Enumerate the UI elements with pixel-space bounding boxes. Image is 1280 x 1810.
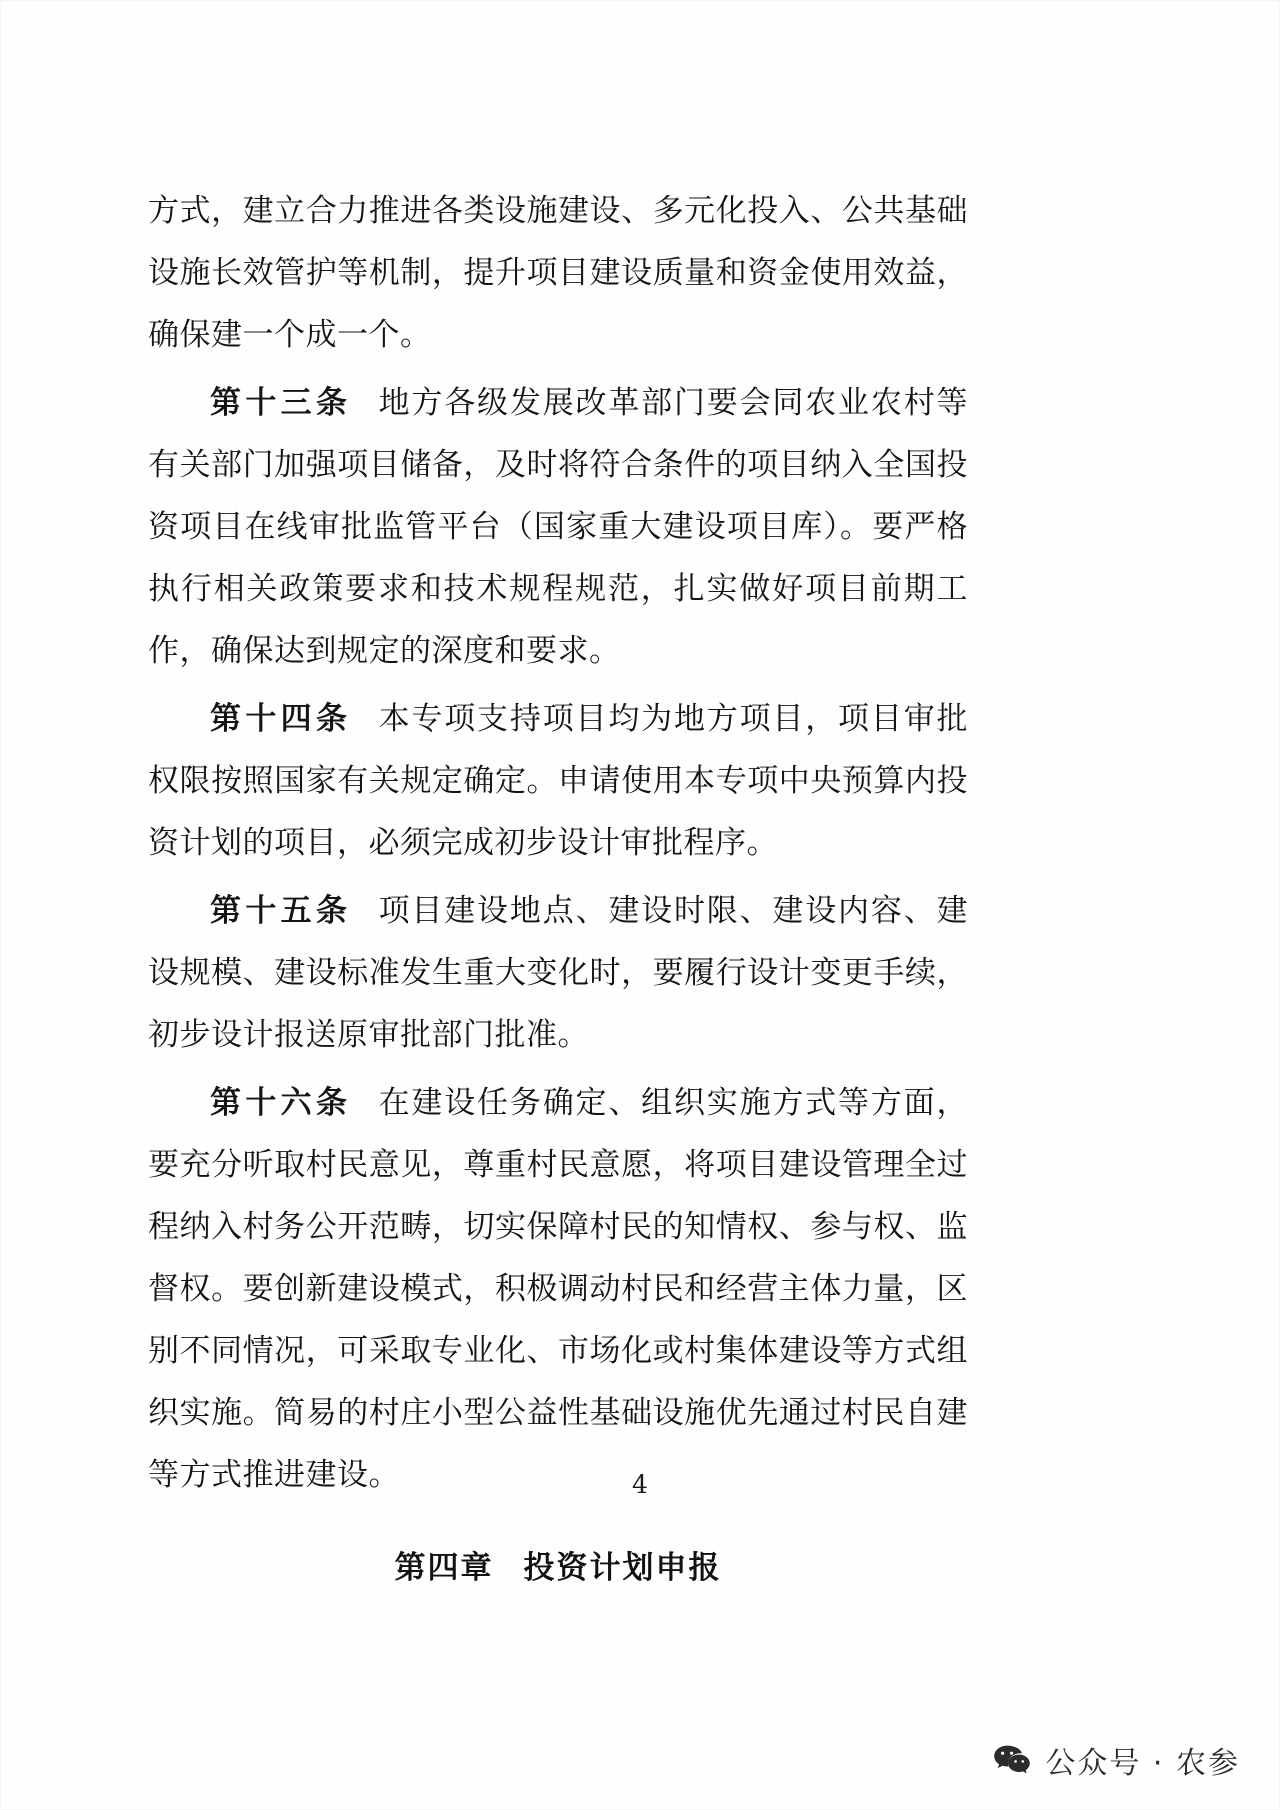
paragraph-text: 在建设任务确定、组织实施方式等方面，要充分听取村民意见，尊重村民意愿，将项目建设管理全过程纳入村务公开范畴，切实保障村民的知情权、参与权、监督权。要创新建设模式，积极调动村民和经营主体力量，区别不同情况，可采取专业化、市场化或村集体建设等方式组织实施。简易的村庄小型公益性基础设施优先通过村民自建等方式推进建设。 (148, 1085, 969, 1493)
paragraph-continuation (148, 180, 968, 366)
wechat-icon (993, 1744, 1031, 1776)
paragraph-text: 本专项支持项目均为地方项目，项目审批权限按照国家有关规定确定。申请使用本专项中央预算内投资计划的项目，必须完成初步设计审批程序。 (148, 701, 969, 861)
article-label: 第十六条 (210, 1085, 352, 1121)
chapter-title: 投资计划申报 (523, 1550, 722, 1586)
watermark (993, 1738, 1240, 1782)
paragraph-article-13 (148, 372, 968, 682)
watermark-text: 公众号 · 农参 (1045, 1746, 1240, 1781)
chapter-number: 第四章 (394, 1550, 494, 1586)
paragraph-article-14 (148, 688, 968, 874)
paragraph-text: 地方各级发展改革部门要会同农业农村等有关部门加强项目储备，及时将符合条件的项目纳入全国投资项目在线审批监管平台（国家重大建设项目库）。要严格执行相关政策要求和技术规程规范，扎实做好项目前期工作，确保达到规定的深度和要求。 (148, 385, 969, 669)
article-label: 第十四条 (210, 701, 352, 737)
chapter-heading (148, 1540, 968, 1596)
page-number: 4 (632, 1470, 648, 1499)
paragraph-article-15 (148, 880, 968, 1066)
document-body (148, 180, 968, 1596)
paragraph-text: 项目建设地点、建设时限、建设内容、建设规模、建设标准发生重大变化时，要履行设计变更手续，初步设计报送原审批部门批准。 (148, 893, 969, 1053)
paragraph-text: 方式，建立合力推进各类设施建设、多元化投入、公共基础设施长效管护等机制，提升项目建设质量和资金使用效益，确保建一个成一个。 (148, 193, 968, 353)
paragraph-article-16 (148, 1072, 968, 1506)
article-label: 第十三条 (210, 385, 352, 421)
article-label: 第十五条 (210, 893, 352, 929)
